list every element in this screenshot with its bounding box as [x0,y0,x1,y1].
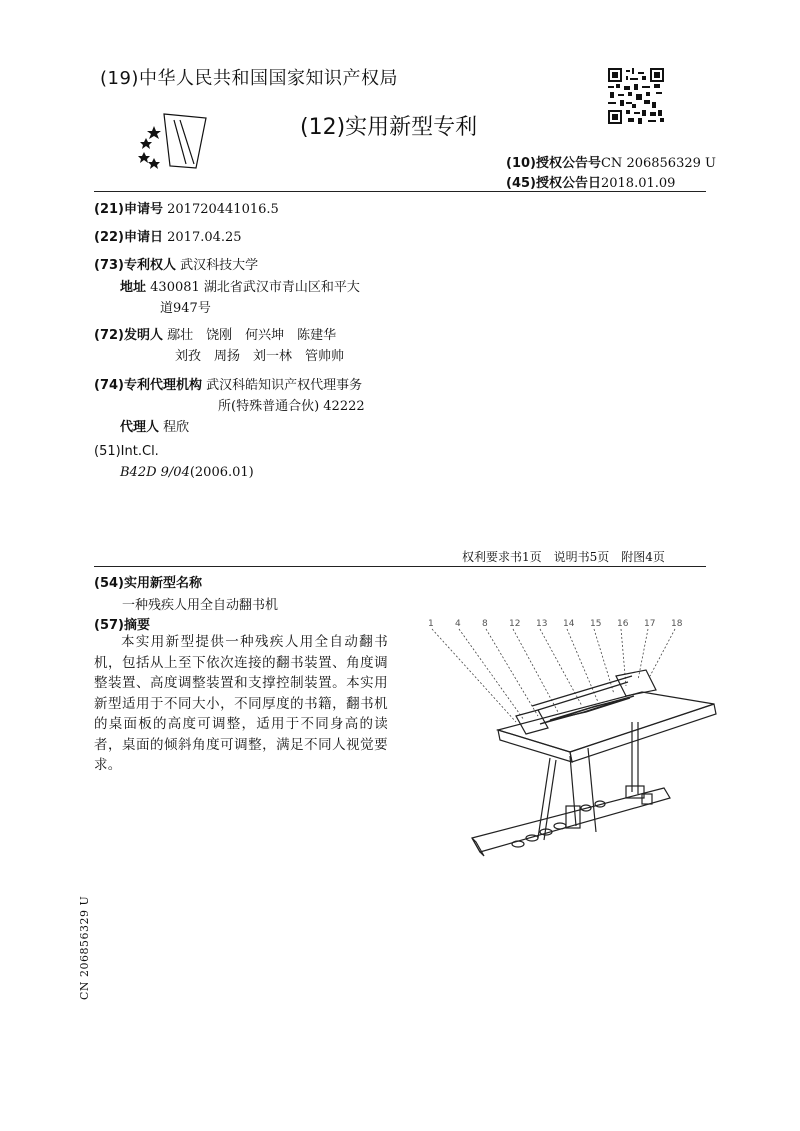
section-divider [94,566,706,567]
button [554,823,566,829]
publication-number [506,152,716,171]
figure-label: 15 [590,619,602,629]
button [512,841,524,847]
figure-leader-line [459,629,524,720]
side-publication-number: CN 206856329 U [78,895,91,1000]
cnipa-logo [134,108,214,174]
int-cl-classification [120,465,254,480]
filing-date-row [94,226,242,245]
address-line-1: 430081 湖北省武汉市青山区和平大 [150,280,360,295]
support-leg [588,748,596,832]
agency-row [94,374,362,393]
application-number-row [94,198,279,217]
publication-date [506,172,675,191]
inventors-line-1: 鄢壮 饶刚 何兴坤 陈建华 [167,328,337,343]
support-leg [538,758,550,838]
publication-number-label: (10)授权公告号 [506,156,601,171]
controller-box [626,786,644,798]
patent-type: (12)实用新型专利 [300,115,478,140]
int-cl-code: B42D 9/04 [120,465,190,480]
qr-code [608,68,664,124]
figure-leader-line [432,629,516,722]
int-cl-row [94,444,159,459]
desk-board-front [498,730,572,762]
application-number-value: 201720441016.5 [167,202,279,217]
desk-board-side [570,704,716,762]
inventors-row [94,324,336,343]
address-label: 地址 [120,280,147,295]
header-divider [94,191,706,192]
figure-label: 17 [644,619,656,629]
inventors-label: (72)发明人 [94,328,163,343]
agent-value: 程欣 [163,420,190,435]
agency-line-1: 武汉科皓知识产权代理事务 [206,378,363,393]
support-leg [570,756,576,826]
filing-date-label: (22)申请日 [94,230,163,245]
title-label: (54)实用新型名称 [94,576,202,591]
address-line-2: 道947号 [160,301,211,316]
figure-label: 8 [482,619,488,629]
int-cl-label: (51)Int.Cl. [94,444,159,459]
publication-number-value: CN 206856329 U [600,156,716,171]
agency-label: (74)专利代理机构 [94,378,202,393]
page-counts: 权利要求书1页 说明书5页 附图4页 [462,550,665,564]
figure-leader-line [486,629,538,716]
support-leg [544,760,556,840]
agency-line-2: 所(特殊普通合伙) 42222 [218,399,365,414]
filing-date-value: 2017.04.25 [167,230,242,245]
rod [538,682,628,710]
figure-label: 14 [563,619,575,629]
figure-leader-line [650,629,675,676]
address-row [120,276,360,295]
agent-row [120,416,189,435]
abstract-text: 本实用新型提供一种残疾人用全自动翻书机，包括从上至下依次连接的翻书装置、角度调整装置、高度调整装置和支撑控制装置。本实用新型适用于不同大小，不同厚度的书籍，翻书机的桌面板的高度可调整，适用于不同身高的读者，桌面的倾斜角度可调整，满足不同人视觉要求。 [94,634,388,773]
agent-label: 代理人 [120,420,160,435]
application-number-label: (21)申请号 [94,202,163,217]
abstract-label: (57)摘要 [94,618,150,633]
figure-leader-line [513,629,558,712]
figure-label: 18 [671,619,683,629]
publication-date-label: (45)授权公告日 [506,176,601,191]
patentee-label: (73)专利权人 [94,258,176,273]
figure-label: 1 [428,619,434,629]
abstract-figure [420,612,720,902]
int-cl-version: (2006.01) [189,465,254,480]
utility-model-title: 一种残疾人用全自动翻书机 [122,598,279,613]
frame-right [616,670,656,696]
inventors-line-2: 刘孜 周扬 刘一林 管帅帅 [175,349,345,364]
figure-leader-line [638,629,648,680]
publication-date-value: 2018.01.09 [600,176,676,191]
figure-label: 16 [617,619,629,629]
frame-left [516,710,548,734]
book-page [550,698,630,720]
figure-label: 12 [509,619,521,629]
desk-board [498,692,714,752]
office-name: (19)中华人民共和国国家知识产权局 [100,68,398,89]
patentee-row [94,254,258,273]
base-plate-edge [472,838,484,856]
patentee-value: 武汉科技大学 [180,258,259,273]
figure-label: 4 [455,619,461,629]
figure-leader-line [540,629,582,706]
figure-label: 13 [536,619,548,629]
